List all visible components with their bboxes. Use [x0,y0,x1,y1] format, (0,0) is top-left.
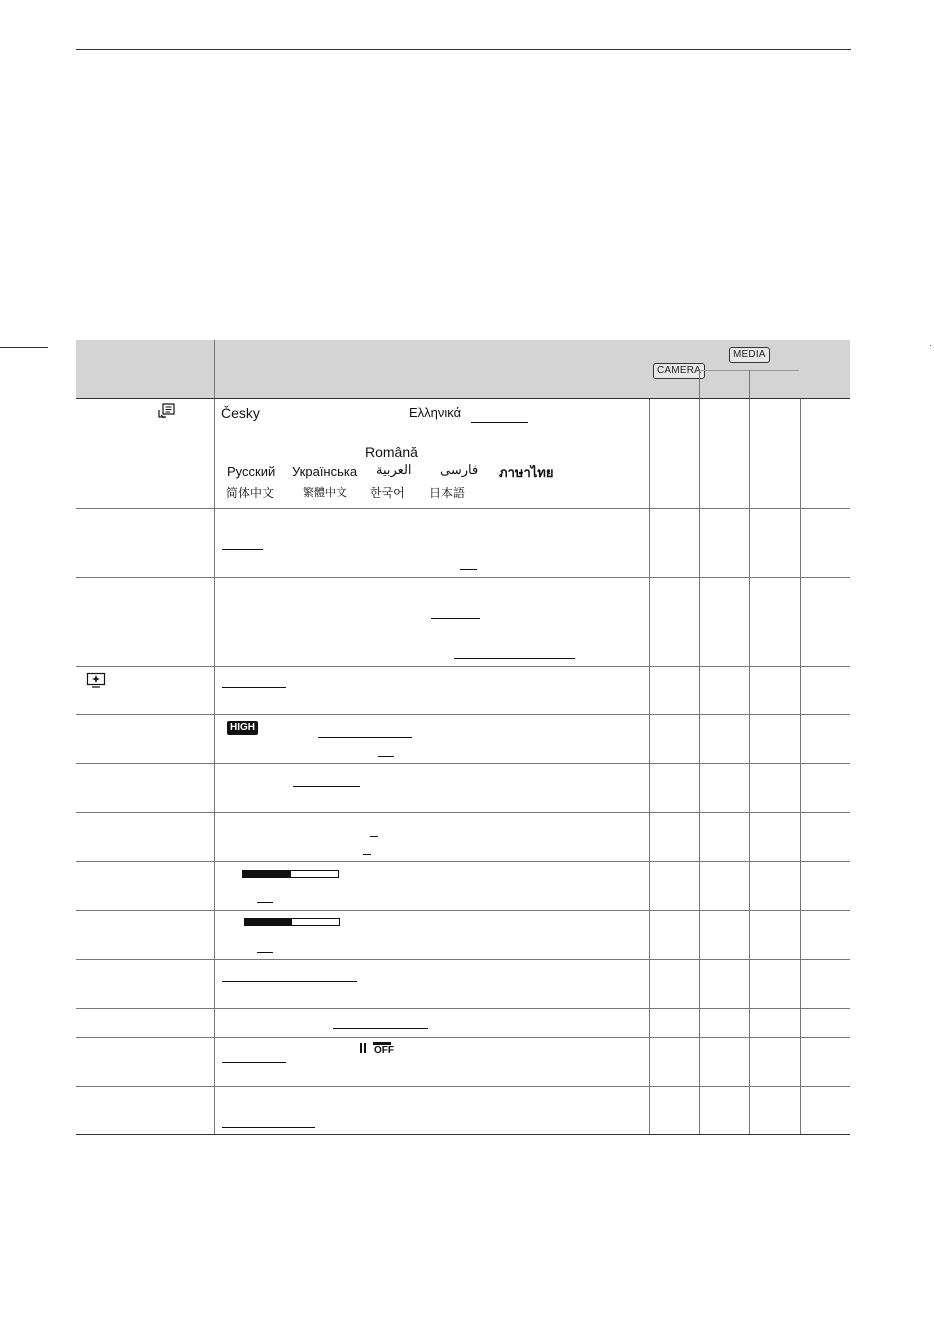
table-bottom-rule [76,1134,850,1135]
default-underline [431,618,480,619]
lang-ellinika: Ελληνικά [409,405,462,420]
default-underline [363,854,371,855]
default-underline [222,1062,286,1063]
level-bar-2 [244,918,340,926]
off-label: OFF [374,1045,394,1056]
header-bottom-rule [76,398,850,399]
lang-korean: 한국어 [370,486,405,500]
level-bar-1 [242,870,339,878]
row-rule [76,1008,850,1009]
sound-waves-icon [359,1041,373,1055]
media-mode-badge: MEDIA [729,347,770,363]
default-underline [293,786,360,787]
lang-traditional-chinese: 繁體中文 [303,486,347,499]
lang-cesky: Česky [221,405,260,421]
display-setting-icon [86,672,106,688]
default-underline [460,569,477,570]
high-badge-icon: HIGH [227,721,258,735]
settings-table [76,340,850,1135]
top-rule [76,49,851,50]
row-rule [76,1086,850,1087]
default-underline [318,737,412,738]
default-underline [257,902,273,903]
side-margin-mark: · [929,340,932,350]
lang-thai: ภาษาไทย [499,465,554,480]
lang-romana: Română [365,444,418,460]
col-divider-3 [699,370,700,1135]
default-underline [378,756,394,757]
row-rule [76,577,850,578]
row-rule [76,508,850,509]
default-underline [222,687,286,688]
row-rule [76,910,850,911]
lang-farsi: فارسی [440,462,479,477]
col-divider-4 [749,370,750,1135]
row-rule [76,714,850,715]
lang-arabic: العربية [376,462,412,477]
audio-off-icon [359,1041,393,1061]
level-bar-fill [245,919,292,925]
menu-language-icon [158,403,176,419]
default-underline [454,658,575,659]
row-rule [76,763,850,764]
row-rule [76,959,850,960]
lang-simplified-chinese: 简体中文 [226,486,275,500]
default-underline [471,422,528,423]
row-rule [76,666,850,667]
lang-japanese: 日本語 [429,486,466,500]
default-underline [257,952,273,953]
level-bar-fill [243,871,291,877]
lang-russian: Русский [227,464,276,479]
default-underline [370,836,378,837]
col-divider-1 [214,340,215,1135]
camera-mode-badge: CAMERA [653,363,705,379]
default-underline [333,1028,428,1029]
row-rule [76,1037,850,1038]
default-underline [222,549,263,550]
lang-ukrainian: Українська [292,464,358,479]
row-rule [76,861,850,862]
side-tab-marker [0,347,48,348]
default-underline [222,1127,315,1128]
default-underline [222,981,357,982]
row-rule [76,812,850,813]
